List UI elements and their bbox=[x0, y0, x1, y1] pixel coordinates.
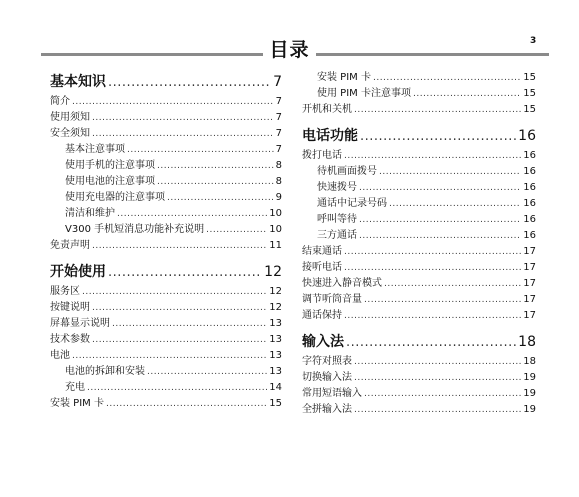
toc-dot-leader bbox=[359, 212, 521, 228]
toc-entry[interactable] bbox=[50, 238, 282, 254]
toc-entry-label: 快速进入静音模式 bbox=[302, 278, 382, 289]
toc-entry[interactable] bbox=[50, 332, 282, 348]
toc-dot-leader bbox=[117, 206, 267, 222]
toc-entry-page: 12 bbox=[269, 286, 282, 297]
toc-entry-page: 12 bbox=[264, 264, 282, 280]
toc-entry-label: 三方通话 bbox=[317, 230, 357, 241]
toc-entry-page: 13 bbox=[269, 366, 282, 377]
toc-entry[interactable] bbox=[50, 206, 282, 222]
toc-right-column bbox=[302, 70, 536, 418]
toc-section-heading[interactable] bbox=[50, 260, 282, 284]
toc-dot-leader bbox=[127, 142, 274, 158]
toc-entry-page: 8 bbox=[275, 176, 282, 187]
toc-entry-page: 16 bbox=[523, 198, 536, 209]
toc-entry-label: 基本注意事项 bbox=[65, 144, 125, 155]
toc-dot-leader bbox=[360, 125, 516, 149]
toc-dot-leader bbox=[108, 261, 262, 285]
toc-entry[interactable] bbox=[302, 370, 536, 386]
toc-entry-label: 接听电话 bbox=[302, 262, 342, 273]
toc-entry[interactable] bbox=[302, 70, 536, 86]
toc-entry-page: 15 bbox=[523, 72, 536, 83]
toc-dot-leader bbox=[379, 164, 521, 180]
page-title-text: 目录 bbox=[263, 39, 315, 61]
toc-entry-page: 7 bbox=[275, 112, 282, 123]
toc-dot-leader bbox=[87, 380, 267, 396]
toc-dot-leader bbox=[344, 308, 521, 324]
toc-entry-page: 9 bbox=[275, 192, 282, 203]
toc-dot-leader bbox=[354, 354, 521, 370]
toc-entry-label: 按键说明 bbox=[50, 302, 90, 313]
toc-entry-label: 输入法 bbox=[302, 334, 344, 350]
toc-dot-leader bbox=[82, 284, 267, 300]
toc-entry-label: 技术参数 bbox=[50, 334, 90, 345]
toc-entry-page: 15 bbox=[523, 104, 536, 115]
toc-entry-label: 常用短语输入 bbox=[302, 388, 362, 399]
page-title bbox=[0, 35, 579, 62]
toc-entry-page: 13 bbox=[269, 350, 282, 361]
toc-entry[interactable] bbox=[50, 364, 282, 380]
toc-entry-label: 拨打电话 bbox=[302, 150, 342, 161]
toc-entry-label: 待机画面拨号 bbox=[317, 166, 377, 177]
toc-entry[interactable] bbox=[50, 284, 282, 300]
toc-entry-label: 使用充电器的注意事项 bbox=[65, 192, 165, 203]
toc-section-heading[interactable] bbox=[302, 330, 536, 354]
toc-entry[interactable] bbox=[50, 316, 282, 332]
toc-dot-leader bbox=[413, 86, 521, 102]
toc-entry[interactable] bbox=[50, 174, 282, 190]
toc-entry[interactable] bbox=[50, 126, 282, 142]
toc-entry-label: 通话中记录号码 bbox=[317, 198, 387, 209]
toc-entry-label: 免责声明 bbox=[50, 240, 90, 251]
toc-entry-label: 开机和关机 bbox=[302, 104, 352, 115]
toc-entry-label: 简介 bbox=[50, 96, 70, 107]
toc-entry[interactable] bbox=[50, 300, 282, 316]
toc-entry-label: 切换输入法 bbox=[302, 372, 352, 383]
toc-dot-leader bbox=[346, 331, 516, 355]
toc-entry[interactable] bbox=[302, 164, 536, 180]
toc-entry-label: 呼叫等待 bbox=[317, 214, 357, 225]
toc-entry-page: 18 bbox=[518, 334, 536, 350]
toc-entry-label: 电池的拆卸和安装 bbox=[65, 366, 145, 377]
toc-entry-label: 电话功能 bbox=[302, 128, 358, 144]
toc-entry-label: 结束通话 bbox=[302, 246, 342, 257]
toc-dot-leader bbox=[72, 94, 274, 110]
toc-dot-leader bbox=[92, 332, 267, 348]
toc-dot-leader bbox=[384, 276, 521, 292]
toc-entry[interactable] bbox=[50, 94, 282, 110]
toc-entry[interactable] bbox=[50, 110, 282, 126]
toc-entry-label: 服务区 bbox=[50, 286, 80, 297]
toc-entry[interactable] bbox=[302, 244, 536, 260]
toc-entry-label: 通话保持 bbox=[302, 310, 342, 321]
toc-entry-page: 7 bbox=[275, 144, 282, 155]
toc-dot-leader bbox=[354, 370, 521, 386]
toc-entry[interactable] bbox=[302, 196, 536, 212]
toc-dot-leader bbox=[72, 348, 267, 364]
toc-entry[interactable] bbox=[302, 148, 536, 164]
toc-entry[interactable] bbox=[50, 222, 282, 238]
toc-entry-page: 16 bbox=[518, 128, 536, 144]
toc-dot-leader bbox=[147, 364, 267, 380]
toc-entry[interactable] bbox=[50, 190, 282, 206]
toc-entry-page: 16 bbox=[523, 230, 536, 241]
toc-entry-label: 屏幕显示说明 bbox=[50, 318, 110, 329]
toc-entry[interactable] bbox=[302, 354, 536, 370]
toc-entry-page: 8 bbox=[275, 160, 282, 171]
toc-dot-leader bbox=[344, 244, 521, 260]
toc-dot-leader bbox=[359, 180, 521, 196]
toc-entry-label: 开始使用 bbox=[50, 264, 106, 280]
toc-dot-leader bbox=[344, 148, 521, 164]
toc-entry-page: 16 bbox=[523, 214, 536, 225]
toc-entry-page: 16 bbox=[523, 182, 536, 193]
toc-entry-page: 11 bbox=[269, 240, 282, 251]
toc-dot-leader bbox=[92, 126, 274, 142]
toc-entry-label: 充电 bbox=[65, 382, 85, 393]
toc-entry-label: 使用电池的注意事项 bbox=[65, 176, 155, 187]
toc-dot-leader bbox=[92, 300, 267, 316]
toc-entry-label: 安装 PIM 卡 bbox=[317, 72, 371, 83]
toc-dot-leader bbox=[354, 102, 521, 118]
toc-entry-label: 快速拨号 bbox=[317, 182, 357, 193]
toc-dot-leader bbox=[389, 196, 521, 212]
toc-entry-page: 17 bbox=[523, 278, 536, 289]
toc-entry-label: 调节听筒音量 bbox=[302, 294, 362, 305]
toc-dot-leader bbox=[92, 110, 274, 126]
toc-entry-page: 7 bbox=[275, 128, 282, 139]
toc-entry[interactable] bbox=[302, 276, 536, 292]
toc-entry[interactable] bbox=[50, 396, 282, 412]
toc-dot-leader bbox=[157, 174, 274, 190]
toc-entry-label: 使用 PIM 卡注意事项 bbox=[317, 88, 411, 99]
toc-entry-page: 15 bbox=[269, 398, 282, 409]
toc-entry-page: 19 bbox=[523, 404, 536, 415]
toc-entry[interactable] bbox=[302, 86, 536, 102]
toc-dot-leader bbox=[359, 228, 521, 244]
toc-entry-page: 16 bbox=[523, 166, 536, 177]
toc-dot-leader bbox=[373, 70, 521, 86]
toc-entry-label: 安全须知 bbox=[50, 128, 90, 139]
toc-entry-page: 17 bbox=[523, 310, 536, 321]
toc-dot-leader bbox=[364, 386, 521, 402]
toc-entry-page: 10 bbox=[269, 224, 282, 235]
toc-entry-label: 安装 PIM 卡 bbox=[50, 398, 104, 409]
toc-dot-leader bbox=[92, 238, 267, 254]
toc-entry[interactable] bbox=[50, 380, 282, 396]
toc-dot-leader bbox=[108, 71, 271, 95]
toc-entry-page: 12 bbox=[269, 302, 282, 313]
toc-dot-leader bbox=[206, 222, 267, 238]
toc-entry-label: 使用手机的注意事项 bbox=[65, 160, 155, 171]
toc-entry-page: 17 bbox=[523, 262, 536, 273]
toc-entry[interactable] bbox=[302, 180, 536, 196]
toc-entry[interactable] bbox=[302, 228, 536, 244]
toc-entry-page: 7 bbox=[275, 96, 282, 107]
toc-entry-label: 全拼输入法 bbox=[302, 404, 352, 415]
toc-dot-leader bbox=[157, 158, 274, 174]
toc-entry-page: 13 bbox=[269, 334, 282, 345]
toc-entry-page: 19 bbox=[523, 388, 536, 399]
toc-entry-label: 电池 bbox=[50, 350, 70, 361]
toc-entry-label: 字符对照表 bbox=[302, 356, 352, 367]
toc-entry-label: 基本知识 bbox=[50, 74, 106, 90]
toc-entry-page: 16 bbox=[523, 150, 536, 161]
toc-entry-page: 13 bbox=[269, 318, 282, 329]
toc-entry[interactable] bbox=[302, 386, 536, 402]
toc-entry-page: 18 bbox=[523, 356, 536, 367]
toc-left-column bbox=[50, 70, 282, 412]
toc-entry[interactable] bbox=[302, 402, 536, 418]
toc-section-heading[interactable] bbox=[50, 70, 282, 94]
toc-entry-page: 19 bbox=[523, 372, 536, 383]
toc-entry[interactable] bbox=[302, 212, 536, 228]
toc-dot-leader bbox=[112, 316, 267, 332]
toc-entry-page: 15 bbox=[523, 88, 536, 99]
toc-entry[interactable] bbox=[302, 260, 536, 276]
toc-dot-leader bbox=[167, 190, 274, 206]
toc-entry-page: 17 bbox=[523, 246, 536, 257]
toc-entry[interactable] bbox=[302, 308, 536, 324]
toc-entry-page: 17 bbox=[523, 294, 536, 305]
toc-dot-leader bbox=[364, 292, 521, 308]
toc-entry-page: 7 bbox=[273, 74, 282, 90]
toc-entry[interactable] bbox=[302, 102, 536, 118]
toc-entry-label: 清洁和维护 bbox=[65, 208, 115, 219]
toc-entry[interactable] bbox=[50, 158, 282, 174]
toc-dot-leader bbox=[106, 396, 267, 412]
toc-entry-label: V300 手机短消息功能补充说明 bbox=[65, 224, 205, 235]
toc-entry-page: 10 bbox=[269, 208, 282, 219]
page-number: 3 bbox=[530, 36, 537, 46]
toc-section-heading[interactable] bbox=[302, 124, 536, 148]
toc-entry[interactable] bbox=[50, 348, 282, 364]
toc-entry[interactable] bbox=[50, 142, 282, 158]
toc-dot-leader bbox=[344, 260, 521, 276]
toc-entry[interactable] bbox=[302, 292, 536, 308]
toc-entry-label: 使用须知 bbox=[50, 112, 90, 123]
toc-entry-page: 14 bbox=[269, 382, 282, 393]
toc-dot-leader bbox=[354, 402, 521, 418]
